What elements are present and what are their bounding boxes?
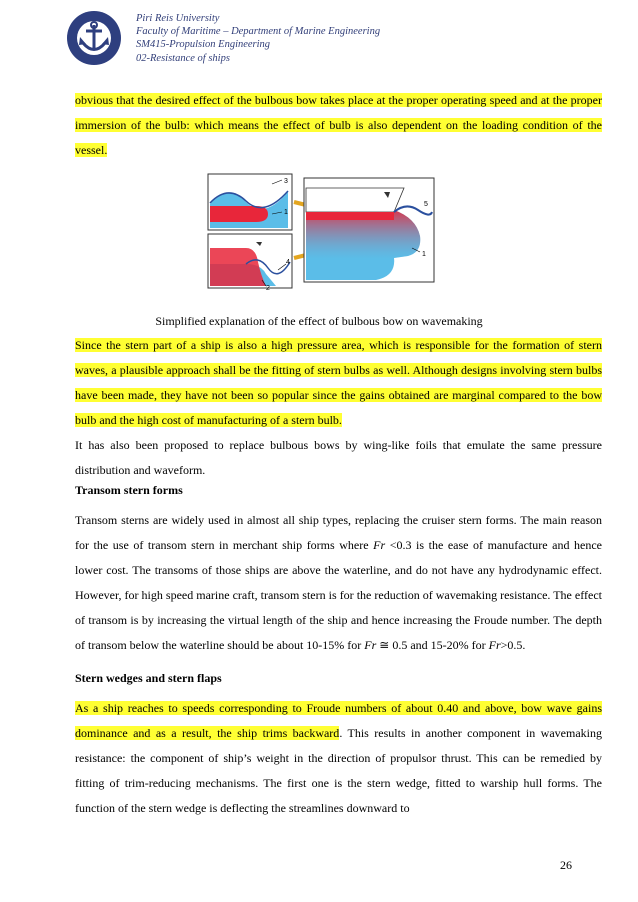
faculty-name: Faculty of Maritime – Department of Marine Engineering — [136, 26, 381, 38]
heading-transom: Transom stern forms — [75, 483, 183, 497]
paragraph-3: It has also been proposed to replace bulbous bows by wing-like foils that emulate the same pressure distribution and waveform. — [75, 438, 602, 477]
label-2: 2 — [266, 285, 270, 290]
page-header — [66, 10, 586, 70]
highlighted-text: Since the stern part of a ship is also a high pressure area, which is responsible for the formation of stern waves, a plausible approach shall be the fitting of stern bulbs as well. Although designs involving stern bulbs have been made, they have not been so popular since the gains obtained are marginal compared to the bow bulb and the high cost of manufacturing of a stern bulb. — [75, 338, 602, 427]
label-4: 4 — [286, 259, 290, 266]
highlighted-text: obvious that the desired effect of the bulbous bow takes place at the proper operating speed and at the proper immersion of the bulb: which means the effect of bulb is also dependent on the loading condition of the vessel. — [75, 93, 602, 157]
panel-hull-section — [304, 178, 434, 282]
paragraph-5: As a ship reaches to speeds corresponding to Froude numbers of about 0.40 and above, bow wave gains dominance and as a result, the ship trims backward. This results in another component in wavemaking resistance: the component of ship’s weight in the direction of propulsor thrust. This can be remedied by fitting of trim-reducing mechanisms. The first one is the stern wedge, fitted to warship hull forms. The function of the stern wedge is deflecting the streamlines downward to — [75, 701, 602, 815]
paragraph-2 — [75, 333, 602, 433]
label-1b: 1 — [422, 251, 426, 258]
figure-caption: Simplified explanation of the effect of bulbous bow on wavemaking — [155, 314, 483, 328]
froude-symbol: Fr — [364, 638, 377, 652]
university-logo — [66, 10, 122, 66]
label-1a: 1 — [284, 209, 288, 216]
label-5: 5 — [424, 201, 428, 208]
highlighted-text: As a ship reaches to speeds corresponding to Froude numbers of about 0.40 and above, bow wave gains dominance and as a result, the ship trims backward — [75, 701, 602, 740]
course-name: SM415-Propulsion Engineering — [136, 39, 271, 51]
bulbous-bow-figure — [206, 172, 436, 290]
paragraph-1 — [75, 88, 602, 163]
panel-bow-wave — [208, 234, 292, 288]
header-text — [136, 12, 380, 65]
paragraph-4: Transom sterns are widely used in almost all ship types, replacing the cruiser stern forms. The main reason for the use of transom stern in merchant ship forms where Fr <0.3 is the ease of manufacture and hence lower cost. The transoms of those ships are above the waterline, and do not have any hydrodynamic effect. However, for high speed marine craft, transom stern is for the reduction of wavemaking resistance. The effect of transom is by increasing the virtual length of the ship and hence increasing the Froude number. The depth of transom below the waterline should be about 10-15% for Fr ≅ 0.5 and 15-20% for Fr>0.5. — [75, 513, 602, 652]
chapter-name: 02-Resistance of ships — [136, 52, 230, 64]
heading-wedges: Stern wedges and stern flaps — [75, 671, 222, 685]
froude-symbol: Fr — [373, 538, 386, 552]
panel-bulb-wave — [208, 174, 292, 230]
university-name: Piri Reis University — [136, 13, 220, 24]
label-3: 3 — [284, 178, 288, 185]
froude-symbol: Fr — [488, 638, 501, 652]
page-number: 26 — [560, 858, 572, 872]
